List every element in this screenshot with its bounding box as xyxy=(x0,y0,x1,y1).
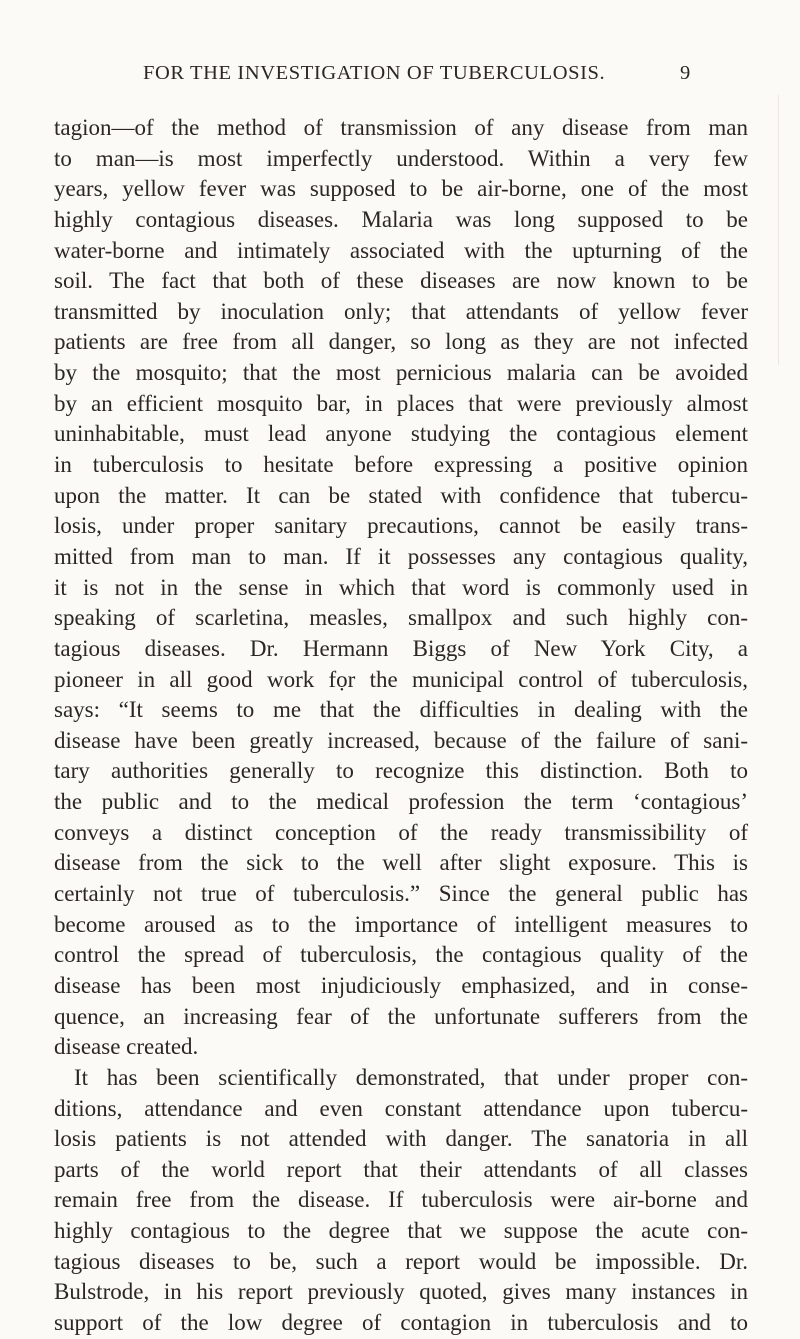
text-line: Bulstrode, in his report previously quoted, gives many instances in xyxy=(54,1279,748,1305)
text-line: soil. The fact that both of these diseases are now known to be xyxy=(54,268,748,294)
body-text xyxy=(54,113,748,1339)
text-line: to man—is most imperfectly understood. Within a very few xyxy=(54,145,748,171)
text-line: upon the matter. It can be stated with confidence that tubercu- xyxy=(54,482,748,508)
text-line: transmitted by inoculation only; that attendants of yellow fever xyxy=(54,298,748,324)
text-line: conveys a distinct conception of the ready transmissibility of xyxy=(54,819,748,845)
text-line: the public and to the medical profession the term ‘contagious’ xyxy=(54,789,748,815)
text-line: uninhabitable, must lead anyone studying the contagious element xyxy=(54,421,748,447)
running-title: FOR THE INVESTIGATION OF TUBERCULOSIS. xyxy=(143,62,606,84)
scan-edge-mark xyxy=(778,95,779,365)
text-line: years, yellow fever was supposed to be air-borne, one of the most xyxy=(54,176,748,202)
text-line: by the mosquito; that the most pernicious malaria can be avoided xyxy=(54,360,748,386)
text-line: mitted from man to man. If it possesses any contagious quality, xyxy=(54,543,748,569)
text-line: disease created. xyxy=(54,1034,199,1060)
text-line: certainly not true of tuberculosis.” Since the general public has xyxy=(54,881,748,907)
text-line: highly contagious to the degree that we suppose the acute con- xyxy=(54,1218,748,1244)
page-number: 9 xyxy=(680,62,691,84)
paragraph-continuation xyxy=(54,113,748,1063)
text-line: says: “It seems to me that the difficulties in dealing with the xyxy=(54,697,748,723)
text-line: disease from the sick to the well after slight exposure. This is xyxy=(54,850,748,876)
text-line: control the spread of tuberculosis, the contagious quality of the xyxy=(54,942,748,968)
text-line: tagious diseases. Dr. Hermann Biggs of New York City, a xyxy=(54,635,748,661)
text-line: in tuberculosis to hesitate before expressing a positive opinion xyxy=(54,452,748,478)
text-line: disease has been most injudiciously emphasized, and in conse- xyxy=(54,972,748,998)
text-line: remain free from the disease. If tuberculosis were air-borne and xyxy=(54,1187,748,1213)
text-line: tagious diseases to be, such a report would be impossible. Dr. xyxy=(54,1248,748,1274)
text-line: tagion—of the method of transmission of any disease from man xyxy=(54,115,748,140)
running-head xyxy=(0,62,800,92)
text-line: pioneer in all good work fọr the municipal control of tuberculosis, xyxy=(54,666,748,692)
paragraph xyxy=(54,1063,748,1339)
text-line: losis patients is not attended with danger. The sanatoria in all xyxy=(54,1126,748,1152)
text-line: highly contagious diseases. Malaria was long supposed to be xyxy=(54,206,748,232)
text-line: losis, under proper sanitary precautions, cannot be easily trans- xyxy=(54,513,748,539)
text-line: It has been scientifically demonstrated, that under proper con- xyxy=(74,1064,748,1090)
text-line: speaking of scarletina, measles, smallpox and such highly con- xyxy=(54,605,748,631)
text-line: support of the low degree of contagion in tuberculosis and to xyxy=(54,1309,748,1335)
text-line: tary authorities generally to recognize this distinction. Both to xyxy=(54,758,748,784)
text-line: ditions, attendance and even constant attendance upon tubercu- xyxy=(54,1095,748,1121)
text-line: water-borne and intimately associated with the upturning of the xyxy=(54,237,748,263)
text-line: patients are free from all danger, so long as they are not infected xyxy=(54,329,748,355)
text-line: parts of the world report that their attendants of all classes xyxy=(54,1156,748,1182)
text-line: disease have been greatly increased, because of the failure of sani- xyxy=(54,727,748,753)
text-line: become aroused as to the importance of intelligent measures to xyxy=(54,911,748,937)
text-line: quence, an increasing fear of the unfortunate sufferers from the xyxy=(54,1003,748,1029)
text-line: it is not in the sense in which that word is commonly used in xyxy=(54,574,748,600)
text-line: by an efficient mosquito bar, in places that were previously almost xyxy=(54,390,748,416)
